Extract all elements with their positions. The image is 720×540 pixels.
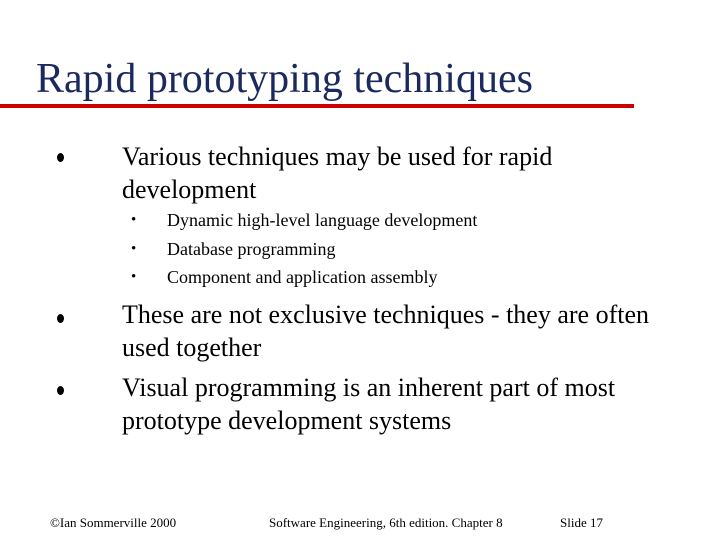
bullet-text: Visual programming is an inherent part of most prototype development systems [122, 373, 616, 435]
bullet-marker [57, 386, 64, 395]
sub-bullet-text: Database programming [167, 239, 336, 259]
sub-bullet-marker: • [131, 212, 137, 228]
bullet-text: Various techniques may be used for rapid development [122, 142, 553, 204]
title-underline [0, 104, 634, 108]
bullet-text: These are not exclusive techniques - they are often used together [122, 300, 649, 362]
sub-bullet-marker: • [131, 269, 137, 285]
sub-bullet-text: Dynamic high-level language development [167, 210, 478, 230]
footer-copyright: ©Ian Sommerville 2000 [50, 515, 177, 530]
bullet-marker [57, 153, 64, 162]
slide-title: Rapid prototyping techniques [36, 56, 533, 102]
bullet-marker [57, 314, 64, 323]
sub-bullet-marker: • [131, 241, 137, 257]
sub-bullet-text: Component and application assembly [167, 267, 438, 287]
footer-slide-number: Slide 17 [560, 515, 603, 530]
footer-book-title: Software Engineering, 6th edition. Chapter 8 [269, 515, 503, 530]
